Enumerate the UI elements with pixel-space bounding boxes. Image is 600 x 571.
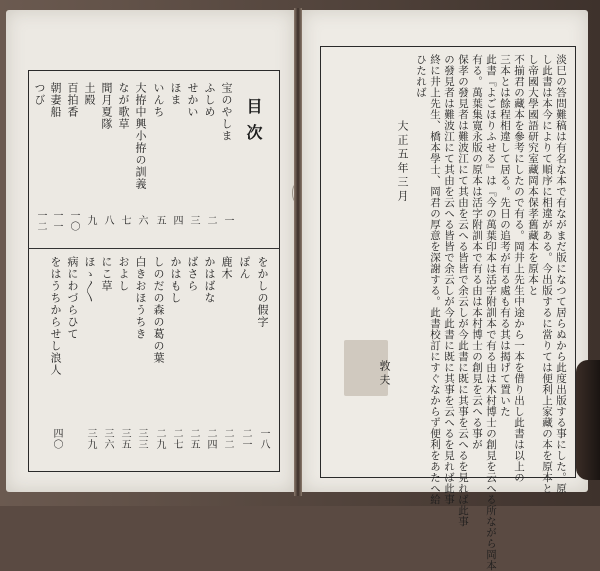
preface-line: し此書は本今によりて順序に相違がある。今出版するに當りては便利上家藏の本を原本と — [541, 54, 553, 494]
toc-divider — [28, 248, 280, 249]
toc-page-number: 二九 — [154, 428, 165, 450]
toc-page-number: 五 — [154, 215, 165, 226]
preface-line: 此書『よごほりふせる』は『今の萬葉印本は活字附訓本で有る由は木村博士の創見を云へる所ながら岡本 — [485, 54, 497, 571]
toc-page-number: 三三 — [136, 428, 147, 450]
toc-entry: かはばな — [203, 256, 216, 304]
preface-line: の發見者は難波江にて其由を云へる皆皆で余云しが今此書に既に其事を云へるを見れば此事 — [443, 54, 455, 505]
toc-entry: ほま — [169, 82, 182, 106]
toc-entry: ばさら — [186, 256, 199, 292]
toc-page-number: 一二 — [35, 210, 46, 232]
preface-date: 大正五年三月 — [396, 120, 409, 204]
toc-page-number: 三六 — [102, 428, 113, 450]
toc-page-number: 二五 — [188, 428, 199, 450]
toc-entry: 白きおほうちき — [134, 256, 147, 340]
toc-entry: をかしの假字 — [256, 256, 269, 328]
toc-entry: およし — [117, 256, 130, 292]
toc-entry: をはうちからせし浪人 — [49, 256, 62, 376]
preface-line: 有る。萬葉集寛永版の原本は活字附訓本で有る由は本村博士の創見を云へる事が — [471, 54, 483, 450]
toc-page-number: 四〇 — [51, 428, 62, 450]
toc-entry: せかい — [186, 82, 199, 118]
preface-line: 三本とは餘程相違して居る。先日の追考が有る處も有る其は揭げて置いた — [499, 54, 511, 417]
book-gutter — [294, 8, 302, 496]
toc-entry: つび — [33, 82, 46, 106]
toc-title: 目次 — [244, 98, 263, 150]
toc-entry: かはもし — [169, 256, 182, 304]
toc-page-number: 七 — [119, 215, 130, 226]
toc-page-number: 二二 — [222, 428, 233, 450]
preface-line: 淡巳の答問難稿は有名な本で有ながまだ版になつて居らぬから此度出版する事にした。原 — [555, 54, 567, 494]
toc-page-number: 三九 — [85, 428, 96, 450]
toc-entry: なが歌草 — [117, 82, 130, 130]
toc-entry: 病にわづらひて — [66, 256, 79, 340]
preface-line: 終に井上先生、橋本學士、岡君の厚意を深謝する。此書校訂にすぐなからず便利をあたへ給 — [429, 54, 441, 505]
toc-page-number: 一〇 — [68, 210, 79, 232]
toc-entry: ぽん — [238, 256, 251, 280]
page-clip — [576, 360, 600, 480]
right-page-preface — [302, 10, 588, 571]
toc-page-number: 九 — [85, 215, 96, 226]
toc-entry: 間月夏隊 — [100, 82, 113, 130]
toc-entry: 鹿木 — [220, 256, 233, 280]
toc-page-number: 六 — [136, 215, 147, 226]
preface-line: ひたれば — [415, 54, 427, 98]
toc-entry: いんち — [152, 82, 165, 118]
toc-entry: 宝のやしま — [220, 82, 233, 142]
preface-line: 不揃君の藏本を參考にしたので有る。岡井上先生中途から一本を借り出し此書は以上の — [513, 54, 525, 483]
toc-page-number: 一 — [222, 215, 233, 226]
toc-page-number: 二 — [205, 215, 216, 226]
toc-entry: しのだの森の葛の葉 — [152, 256, 165, 364]
toc-page-number: 二四 — [205, 428, 216, 450]
toc-entry: 百拍香 — [66, 82, 79, 118]
toc-page-number: 二七 — [171, 428, 182, 450]
preface-signature: 敦夫 — [378, 360, 391, 388]
toc-entry: ほゝ〳〵 — [83, 256, 96, 303]
toc-entry: にこ草 — [100, 256, 113, 292]
toc-entry: 大拵中興小拵の訓義 — [134, 82, 147, 190]
toc-page-number: 八 — [102, 215, 113, 226]
toc-page-number: 三 — [188, 215, 199, 226]
left-page-toc — [6, 10, 294, 492]
toc-entry: ふしめ — [203, 82, 216, 118]
toc-page-number: 四 — [171, 215, 182, 226]
preface-line: 保孝の發見者は難波江にて其由を云へる皆皆で余云しが今此書に既に其事を云へるを見れば此事 — [457, 54, 469, 527]
toc-entry: 土殿 — [83, 82, 96, 106]
preface-line: し帝國大學國語研究室藏岡本保孝舊藏本を原本と — [527, 54, 539, 296]
toc-page-number: 一一 — [51, 210, 62, 232]
toc-page-number: 一八 — [258, 428, 269, 450]
toc-page-number: 三五 — [119, 428, 130, 450]
toc-entry: 朝妻船 — [49, 82, 62, 118]
toc-page-number: 二一 — [240, 428, 251, 450]
